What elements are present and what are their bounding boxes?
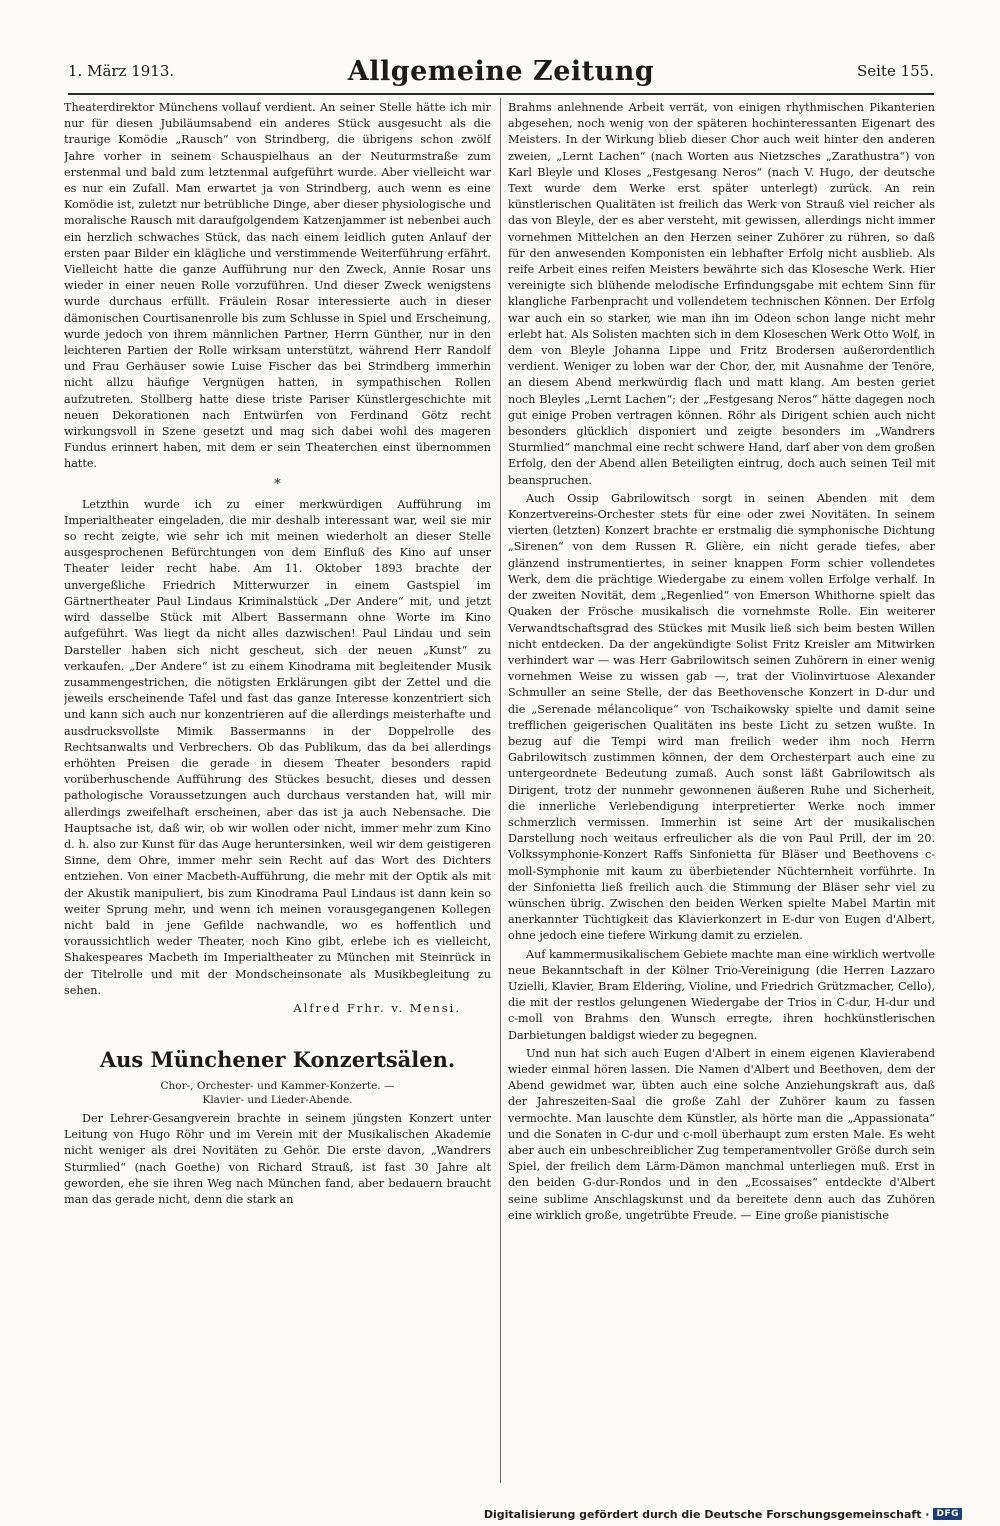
issue-date: 1. März 1913. — [68, 62, 175, 80]
paragraph: Der Lehrer-Gesangverein brachte in seinem jüngsten Konzert unter Leitung von Hugo Röhr und im Verein mit der Musikalischen Akademie nicht weniger als drei Novitäten zu Gehör. Die erste davon, „Wandrers Sturmlied“ (nach Goethe) von Richard Strauß, ist fast 30 Jahre alt geworden, ehe sie ihren Weg nach München fand, aber bedauern braucht man das gerade nicht, denn die stark an — [64, 1111, 491, 1206]
section-title: Aus Münchener Konzertsälen. — [99, 1046, 456, 1072]
digitization-footer — [484, 1507, 962, 1521]
section-separator: * — [274, 476, 281, 492]
paragraph: Und nun hat sich auch Eugen d'Albert in einem eigenen Klavierabend wieder einmal hören lassen. Die Namen d'Albert und Beethoven, dem der Abend gewidmet war, übten auch eine solche Anziehungskraft aus, daß der Jahreszeiten-Saal die große Zahl der Zuhörer kaum zu fassen vermochte. Man lauschte dem Künstler, als hörte man die „Appassionata“ und die Sonaten in C-dur und c-moll überhaupt zum ersten Male. Es weht aber auch ein unbeschreiblicher Zug temperamentvoller Größe durch sein Spiel, der freilich dem Lärm-Dämon manchmal unterliegen muß. Erst in den beiden G-dur-Rondos und in den „Ecossaises“ entdeckte d'Albert seine sublime Anschlagskunst und da bereitete denn auch das Zuhören eine wirklich große, ungetrübte Freude. — Eine große pianistische — [508, 1046, 935, 1222]
paragraph: Letzthin wurde ich zu einer merkwürdigen Aufführung im Imperialtheater eingeladen, die mir deshalb interessant war, weil sie mir so recht zeigte, wie sehr ich mit meinen wiederholt an dieser Stelle ausgesprochenen Befürchtungen von dem Einfluß des Kino auf unser Theater leider recht habe. Am 11. Oktober 1893 brachte der unvergeßliche Friedrich Mitterwurzer in einem Gastspiel im Gärtnertheater Paul Lindaus Kriminalstück „Der Andere“ mit, und jetzt wird dasselbe Stück mit Albert Bassermann ohne Worte im Kino aufgeführt. Was liegt da nicht alles dazwischen! Paul Lindau und sein Darsteller haben sich nicht gescheut, sich der neuen „Kunst“ zu verkaufen. „Der Andere“ ist zu einem Kinodrama mit begleitender Musik zusammengestrichen, die nötigsten Erklärungen gibt der Zettel und die jeweils erscheinende Tafel und fast das ganze Interesse konzentriert sich und kann sich auch nur konzentrieren auf die allerdings meisterhafte und ausdrucksvollste Mimik Bassermanns in der Doppelrolle des Rechtsanwalts und Verbrechers. Ob das Publikum, das da bei allerdings erhöhten Preisen die gerade in diesem Theater besonders rapid vorüberhuschende Aufführung des Stückes besucht, dieses und dessen pathologische Voraussetzungen auch durchaus verstanden hat, will mir allerdings zweifelhaft erscheinen, aber das ist ja auch Nebensache. Die Hauptsache ist, daß wir, ob wir wollen oder nicht, immer mehr zum Kino d. h. also zur Kunst für das Auge heruntersinken, weil wir dem geistigeren Sinne, dem Ohre, immer mehr sein Recht auf das Wort des Dichters entziehen. Von einer Macbeth-Aufführung, die mehr mit der Optik als mit der Akustik manipuliert, bis zum Kinodrama Paul Lindaus ist dann kein so weiter Sprung mehr, und wenn ich meinen vorausgegangenen Kollegen nicht bald in jene Gefilde nachwandle, wo es hoffentlich und voraussichtlich weder Theater, noch Kino gibt, erlebe ich es vielleicht, Shakespeares Macbeth im Imperialtheater zu München mit Steinrück in der Titelrolle und mit der Mondscheinsonate als Musikbegleitung zu sehen. — [64, 497, 491, 997]
footer-text: Digitalisierung gefördert durch die Deutsche Forschungsgemeinschaft · — [483, 1507, 930, 1521]
section-subtitle-line: Chor-, Orchester- und Kammer-Konzerte. — — [160, 1079, 395, 1092]
page-header — [68, 56, 934, 96]
right-column — [508, 100, 935, 1485]
paragraph: Theaterdirektor Münchens vollauf verdient. An seiner Stelle hätte ich mir nur für diesen Jubiläumsabend ein anderes Stück ausgesucht als die traurige Komödie „Rausch“ von Strindberg, die übrigens schon zwölf Jahre vorher in seinem Schauspielhaus an der Neuturmstraße zum erstenmal und bald zum letztenmal aufgeführt wurde. Aber vielleicht war es nur ein Zufall. Man erwartet ja von Strindberg, auch wenn es eine Komödie ist, zuletzt nur betrübliche Dinge, aber dieser physiologische und moralische Rausch mit daraufgolgendem Katzenjammer ist nebenbei auch ein herzlich schwaches Stück, das nach einem leidlich guten Anlauf der ersten paar Bilder ein klägliche und verstimmende Weiterführung erfährt. Vielleicht hatte die ganze Aufführung nur den Zweck, Annie Rosar uns wieder in einer neuen Rolle vorzuführen. Und dieser Zweck wenigstens wurde durchaus erfüllt. Fräulein Rosar interessierte auch in dieser dämonischen Courtisanenrolle bis zum Schlusse in Spiel und Erscheinung, wurde jedoch von ihrem männlichen Partner, Herrn Günther, nur in den leichteren Partien der Rolle wirksam unterstützt, während Herr Randolf und Frau Gerhäuser sowie Luise Fischer das bei Strindberg immerhin nicht allzu häufige Vergnügen hatten, in sympathischen Rollen aufzutreten. Stollberg hatte diese triste Pariser Künstlergeschichte mit neuen Dekorationen nach Entwürfen von Ferdinand Götz recht wirkungsvoll in Szene gesetzt und mag sich dabei wohl des mageren Fundus erinnert haben, mit dem er sein Theaterchen einst übernommen hatte. — [64, 101, 491, 471]
author-signature: Alfred Frhr. v. Mensi. — [293, 1000, 461, 1015]
masthead: Allgemeine Zeitung — [347, 56, 655, 87]
paragraph: Auch Ossip Gabrilowitsch sorgt in seinen Abenden mit dem Konzertvereins-Orchester stets für eine oder zwei Novitäten. In seinem vierten (letzten) Konzert brachte er erstmalig die symphonische Dichtung „Sirenen“ von dem Russen R. Glière, ein nicht gerade tiefes, aber glänzend instrumentiertes, in seiner knappen Form schier vollendetes Werk, dem die prächtige Wiedergabe zu einem vollen Erfolge verhalf. In der zweiten Novität, dem „Regenlied“ von Emerson Whithorne spielt das Quaken der Frösche musikalisch die vornehmste Rolle. Ein weiterer Verwandtschaftsgrad des Stückes mit Musik ließ sich beim besten Willen nicht entdecken. Da der angekündigte Solist Fritz Kreisler am Mitwirken verhindert war — was Herr Gabrilowitsch seinen Zuhörern in einer wenig vornehmen Weise zu wissen gab —, trat der Violinvirtuose Alexander Schmuller an seine Stelle, der das Beethovensche Konzert in D-dur und die „Serenade mélancolique“ von Tschaikowsky spielte und damit seine trefflichen geigerischen Qualitäten ins beste Licht zu setzen wußte. In bezug auf die Tempi wird man freilich weder ihm noch Herrn Gabrilowitsch zustimmen können, der dem Orchesterpart auch eine zu untergeordnete Bedeutung zumaß. Auch sonst läßt Gabrilowitsch als Dirigent, trotz der nunmehr gewonnenen äußeren Ruhe und Sicherheit, die innerliche Verlebendigung interpretierter Werke noch immer schmerzlich vermissen. Immerhin ist seine Art der musikalischen Darstellung noch weitaus erfreulicher als die von Paul Prill, der im 20. Volkssymphonie-Konzert Raffs Sinfonietta für Bläser und Beethovens c-moll-Symphonie mit kaum zu überbietender Nüchternheit vorführte. In der Sinfonietta ließ freilich auch die Stimmung der Bläser sehr viel zu wünschen übrig. Zwischen den beiden Werken spielte Mabel Martin mit anerkannter Tüchtigkeit das Klavierkonzert in E-dur von Eugen d'Albert, ohne jedoch eine tiefere Wirkung damit zu erzielen. — [508, 491, 935, 943]
header-rule — [68, 93, 934, 95]
column-divider — [500, 98, 501, 1483]
paragraph: Auf kammermusikalischem Gebiete machte man eine wirklich wertvolle neue Bekanntschaft in der Kölner Trio-Vereinigung (die Herren Lazzaro Uzielli, Klavier, Bram Eldering, Violine, und Friedrich Grützmacher, Cello), die mit der restlos gelungenen Wiedergabe der Trios in C-dur, H-dur und c-moll von Brahms den Wunsch erregte, ihren hochkünstlerischen Darbietungen baldigst wieder zu begegnen. — [508, 947, 935, 1042]
page-number: Seite 155. — [856, 62, 934, 80]
section-subtitle-line: Klavier- und Lieder-Abende. — [202, 1093, 353, 1106]
section-subtitle — [64, 1079, 491, 1107]
paragraph: Brahms anlehnende Arbeit verrät, von einigen rhythmischen Pikanterien abgesehen, noch wenig von der späteren hochinteressanten Eigenart des Meisters. In der Wirkung blieb dieser Chor auch weit hinter den anderen zweien, „Lernt Lachen“ (nach Worten aus Nietzsches „Zarathustra“) von Karl Bleyle und Kloses „Festgesang Neros“ (nach V. Hugo, der deutsche Text wurde dem Werke erst später unterlegt) zurück. An rein künstlerischen Qualitäten ist freilich das Werk von Strauß viel reicher als das von Bleyle, der es aber versteht, mit gewissen, allerdings nicht immer vornehmen Mittelchen an den Herzen seiner Zuhörer zu rühren, so daß für den anwesenden Komponisten ein lebhafter Erfolg nicht ausblieb. Als reife Arbeit eines reifen Meisters bewährte sich das Klosesche Werk. Hier vereinigte sich blühende melodische Erfindungsgabe mit echtem Sinn für klangliche Farbenpracht und vollendetem technischen Können. Der Erfolg war auch ein so starker, wie man ihn im Odeon schon lange nicht mehr erlebt hat. Als Solisten machten sich in dem Kloseschen Werk Otto Wolf, in dem von Bleyle Johanna Lippe und Fritz Brodersen außerordentlich verdient. Weniger zu loben war der Chor, der, mit Ausnahme der Tenöre, an diesem Abend merkwürdig flach und matt klang. Am besten geriet noch Bleyles „Lernt Lachen“; der „Festgesang Neros“ hätte dagegen noch gut einige Proben vertragen können. Röhr als Dirigent schien auch nicht besonders glücklich disponiert und zeigte besonders im „Wandrers Sturmlied“ manchmal eine recht schwere Hand, darf aber von dem großen Erfolg, den der Abend allen Beteiligten eintrug, doch auch seinen Teil mit beanspruchen. — [508, 101, 935, 487]
dfg-logo-icon: DFG — [933, 1508, 962, 1520]
left-column — [64, 100, 491, 1485]
